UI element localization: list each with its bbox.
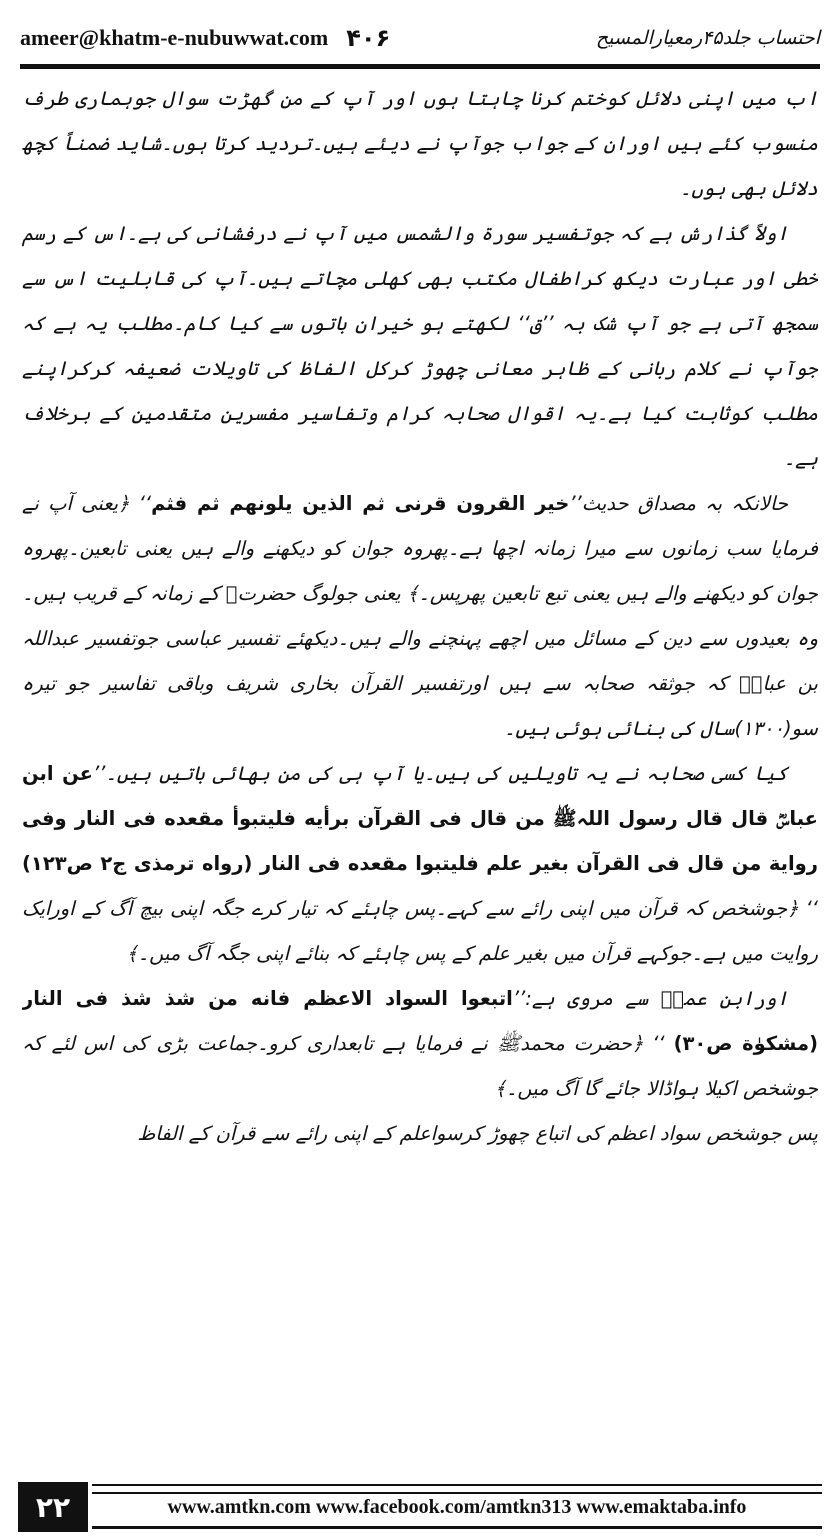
- footer-rule: [92, 1484, 822, 1494]
- footer-bottom-rule: [92, 1526, 822, 1529]
- hadith-2-translation: ﴿جوشخص کہ قرآن میں اپنی رائے سے کہے۔پس چاہئے کہ تیار کرے جگہ اپنی بیچ آگ کے اورایک روایت میں ہے۔جوکہے قرآن میں بغیر علم کے پس چاہئے کہ بنائے اپنی جگہ آگ میں۔﴾: [22, 897, 818, 965]
- footer-links[interactable]: www.amtkn.com www.facebook.com/amtkn313 www.emaktaba.info: [167, 1496, 747, 1518]
- hadith-3-intro: اورابن عمرؓ سے مروی ہے:’’: [512, 987, 788, 1010]
- header-volume-title: احتساب جلد۴۵رمعیارالمسیح: [595, 27, 820, 49]
- page-body: [22, 76, 818, 1468]
- hadith-3-close: ‘‘: [652, 1032, 674, 1055]
- last-line: پس جوشخص سواد اعظم کی اتباع چھوڑ کرسواعلم کے اپنی رائے سے قرآن کے الفاظ: [137, 1122, 818, 1145]
- hadith-2-paragraph: [22, 751, 818, 976]
- hadith-3-translation: ﴿حضرت محمدﷺ نے فرمایا ہے تابعداری کرو۔جماعت بڑی کی اس لئے کہ جوشخص اکیلا ہواڈالا جائے گا آگ میں۔﴾: [22, 1032, 818, 1100]
- page-footer: [18, 1482, 822, 1532]
- page-header: [20, 14, 820, 62]
- hadith-1-paragraph: [22, 481, 818, 751]
- hadith-3-arabic: اتبعوا السواد الاعظم فانه من شذ شذ فی النار (مشکوٰة ص۳۰): [22, 987, 818, 1055]
- hadith-2-arabic: عن ابن عباسؓ قال قال رسول اللہﷺ من قال فی القرآن برأیه فلیتبوأ مقعده فی النار وفی روایة من قال فی القرآن بغیر علم فلیتبوا مقعده فی النار (رواه ترمذی ج۲ ص۱۲۳): [22, 762, 818, 875]
- hadith-1-arabic: خیر القرون قرنی ثم الذین یلونهم ثم فثم: [151, 492, 570, 515]
- hadith-3-paragraph: [22, 976, 818, 1111]
- hadith-1-close: ‘‘: [138, 492, 152, 515]
- paragraph-2: اولاً گذارش ہے کہ جوتفسیر سورۃ والشمس میں آپ نے درفشانی کی ہے۔اس کے رسم خطی اور عبارت دیکھ کراطفال مکتب بھی کھلی مچاتے ہیں۔آپ کی قابلیت اس سے سمجھ آتی ہے جو آپ شک بہ ’’ق‘‘ لکھتے ہو خیران باتوں سے کیا کام۔مطلب یہ ہے کہ جوآپ نے کلام ربانی کے ظاہر معانی چھوڑ کرکل الفاظ کی تاویلات ضعیفہ کرکراپنے مطلب کوثابت کیا ہے۔یہ اقوال صحابہ کرام وتفاسیر مفسرین متقدمین کے برخلاف ہے۔: [22, 222, 818, 470]
- hadith-1-translation: ﴿یعنی آپ نے فرمایا سب زمانوں سے میرا زمانہ اچھا ہے۔پھروہ جوان کو دیکھنے والے ہیں یعنی تابعین۔پھروہ جوان کو دیکھنے والے ہیں یعنی تبع تابعین پھرپس۔﴾ یعنی جولوگ حضرتﷺ کے زمانہ کے قریب ہیں۔وہ بعیدوں سے دین کے مسائل میں اچھے پہنچنے والے ہیں۔دیکھئے تفسیر عباسی جوتفسیر عبداللہ بن عباسؓ کہ جوثقہ صحابہ سے ہیں اورتفسیر القرآن بخاری شریف وباقی تفاسیر جو تیرہ سو(۱۳۰۰)سال کی بنائی ہوئی ہیں۔: [22, 492, 818, 740]
- header-page-number: ۴۰۶: [346, 24, 391, 52]
- hadith-2-intro: کیا کسی صحابہ نے یہ تاویلیں کی ہیں۔یا آپ ہی کی من بھائی باتیں ہیں۔’’: [92, 762, 788, 785]
- paragraph-1: اب میں اپنی دلائل کوختم کرنا چاہتا ہوں اور آپ کے من گھڑت سوال جوہماری طرف منسوب کئے ہیں اوران کے جواب جوآپ نے دیئے ہیں۔تردید کرتا ہوں۔شاید ضمناً کچھ دلائل بھی ہوں۔: [22, 87, 818, 200]
- header-email[interactable]: ameer@khatm-e-nubuwwat.com: [20, 25, 329, 50]
- hadith-2-close: ‘‘: [805, 897, 818, 920]
- header-left: [20, 24, 390, 52]
- header-rule: [20, 64, 820, 69]
- footer-page-number: ۲۲: [18, 1482, 88, 1532]
- hadith-1-intro: حالانکہ بہ مصداق حدیث’’: [569, 492, 788, 515]
